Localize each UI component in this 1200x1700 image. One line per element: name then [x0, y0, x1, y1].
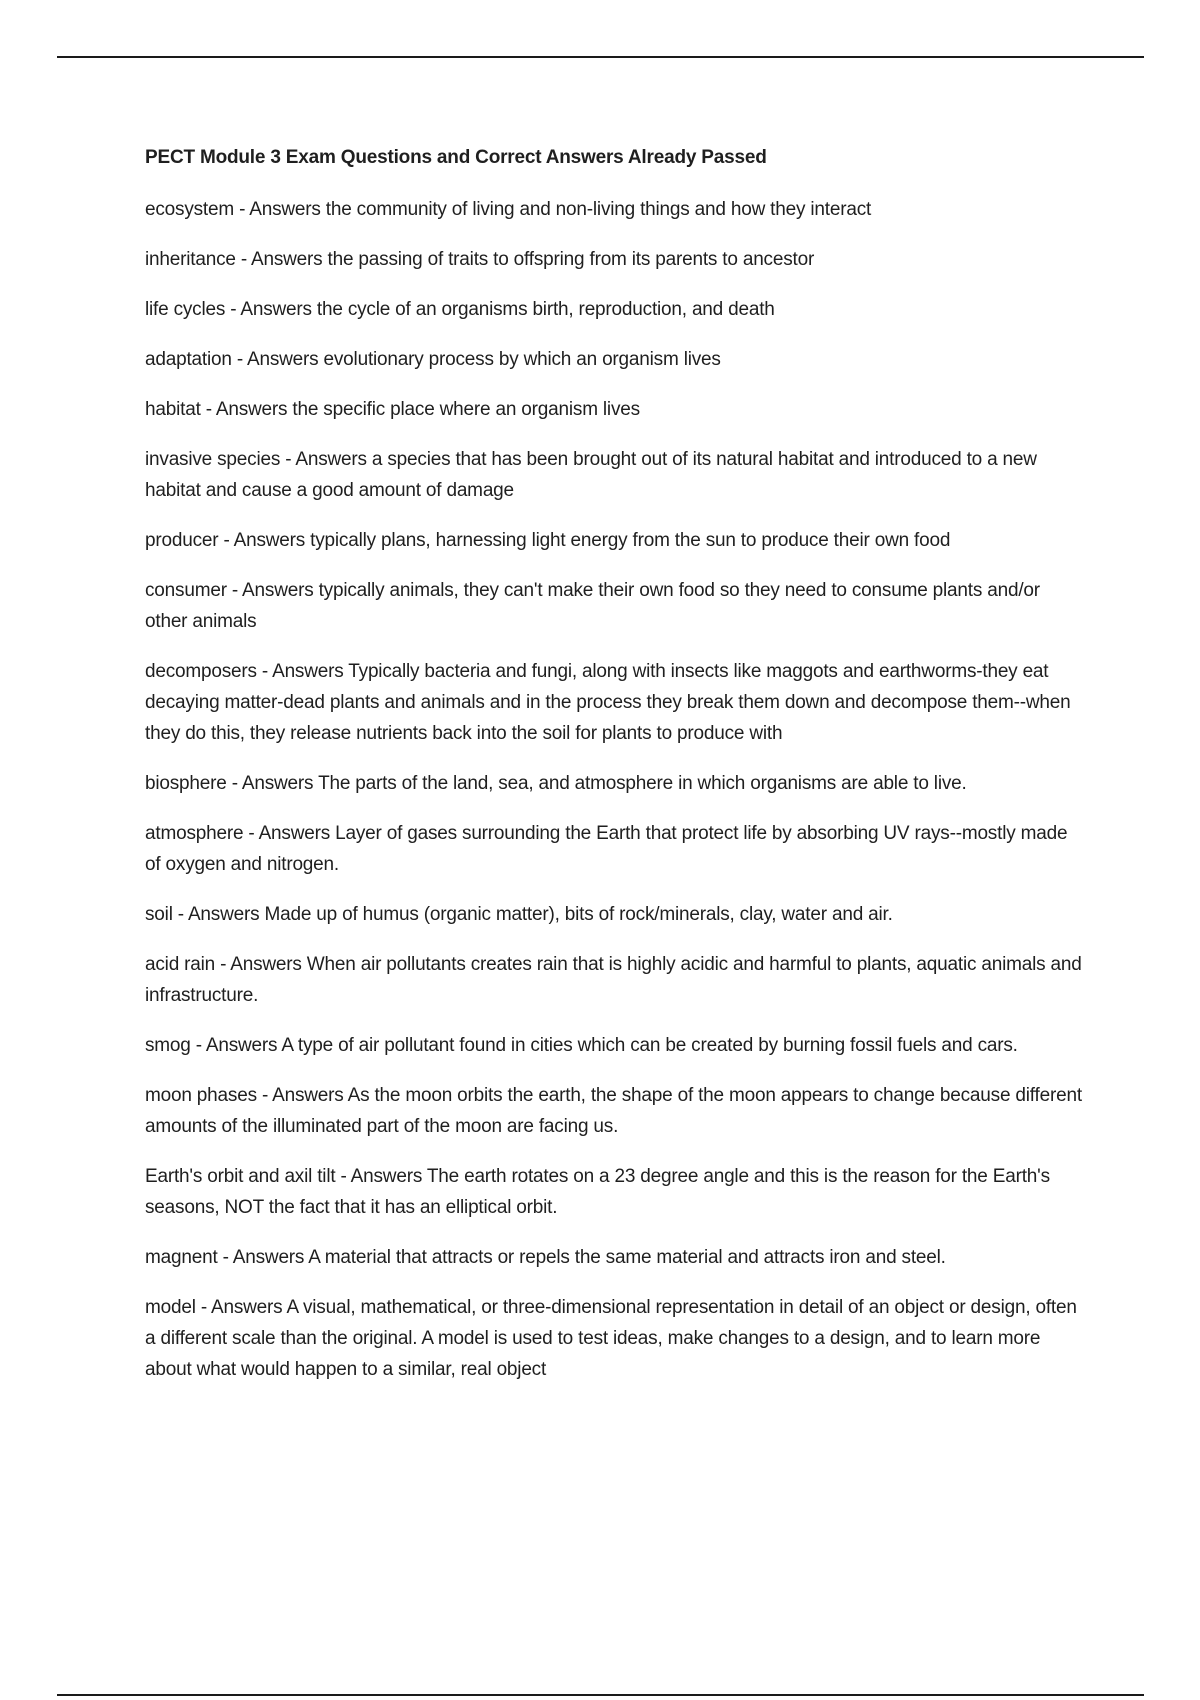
entry-consumer: consumer - Answers typically animals, they can't make their own food so they need to consume plants and/or other animals: [145, 580, 1040, 632]
entry-model: model - Answers A visual, mathematical, or three-dimensional representation in detail of an object or design, often a different scale than the original. A model is used to test ideas, make changes to a design, and to learn more about what would happen to a similar, real object: [145, 1297, 1077, 1380]
entry-atmosphere: atmosphere - Answers Layer of gases surrounding the Earth that protect life by absorbing UV rays--mostly made of oxygen and nitrogen.: [145, 823, 1068, 875]
entry-invasive-species: invasive species - Answers a species that has been brought out of its natural habitat and introduced to a new habitat and cause a good amount of damage: [145, 449, 1037, 501]
document-title: PECT Module 3 Exam Questions and Correct Answers Already Passed: [145, 147, 767, 168]
entry-magnent: magnent - Answers A material that attracts or repels the same material and attracts iron and steel.: [145, 1247, 946, 1268]
entry-producer: producer - Answers typically plans, harnessing light energy from the sun to produce their own food: [145, 530, 951, 551]
entry-biosphere: biosphere - Answers The parts of the land, sea, and atmosphere in which organisms are able to live.: [145, 773, 967, 794]
entry-adaptation: adaptation - Answers evolutionary process by which an organism lives: [145, 349, 721, 370]
entry-life-cycles: life cycles - Answers the cycle of an organisms birth, reproduction, and death: [145, 299, 775, 320]
entry-inheritance: inheritance - Answers the passing of traits to offspring from its parents to ancestor: [145, 249, 815, 270]
entry-moon-phases: moon phases - Answers As the moon orbits the earth, the shape of the moon appears to change because different amounts of the illuminated part of the moon are facing us.: [145, 1085, 1082, 1137]
document-body: [145, 144, 1085, 1404]
entry-habitat: habitat - Answers the specific place where an organism lives: [145, 399, 640, 420]
footer-rule: [57, 1694, 1144, 1696]
entry-acid-rain: acid rain - Answers When air pollutants creates rain that is highly acidic and harmful to plants, aquatic animals and infrastructure.: [145, 954, 1082, 1006]
entry-soil: soil - Answers Made up of humus (organic matter), bits of rock/minerals, clay, water and air.: [145, 904, 893, 925]
entry-ecosystem: ecosystem - Answers the community of living and non-living things and how they interact: [145, 199, 872, 220]
entry-earths-orbit: Earth's orbit and axil tilt - Answers The earth rotates on a 23 degree angle and this is the reason for the Earth's seasons, NOT the fact that it has an elliptical orbit.: [145, 1166, 1050, 1218]
entry-smog: smog - Answers A type of air pollutant found in cities which can be created by burning fossil fuels and cars.: [145, 1035, 1018, 1056]
entry-decomposers: decomposers - Answers Typically bacteria and fungi, along with insects like maggots and earthworms-they eat decaying matter-dead plants and animals and in the process they break them down and decompose them--when they do this, they release nutrients back into the soil for plants to produce with: [145, 661, 1071, 744]
header-rule: [57, 56, 1144, 58]
